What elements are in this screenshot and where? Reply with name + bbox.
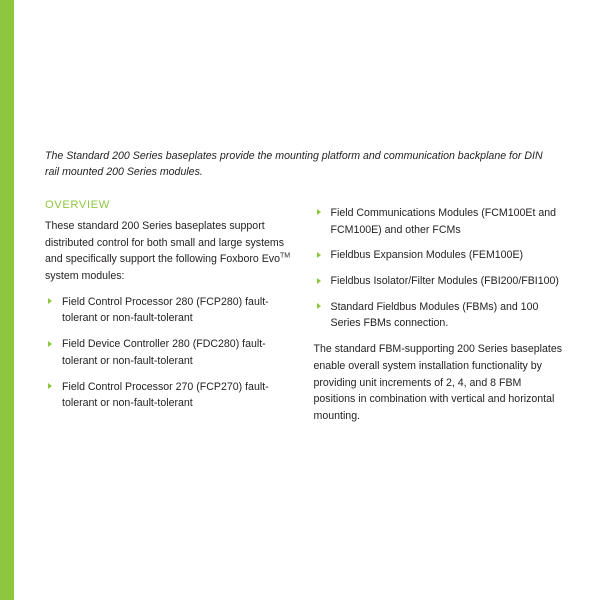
list-item xyxy=(314,247,564,264)
closing-paragraph: The standard FBM-supporting 200 Series baseplates enable overall system installation functionality by providing unit increments of 2, 4, and 8 FBM positions in combination with vertical and horizontal mounting. xyxy=(313,343,563,423)
list-item-label: Fieldbus Expansion Modules (FEM100E) xyxy=(330,249,524,262)
list-item xyxy=(314,205,564,238)
document-content xyxy=(45,148,563,434)
overview-paragraph-part1: These standard 200 Series baseplates support distributed control for both small and large systems and specifically support the following Foxboro Evo xyxy=(45,219,285,266)
list-item-label: Field Device Controller 280 (FDC280) fault-tolerant or non-fault-tolerant xyxy=(62,338,266,367)
overview-paragraph-part2: system modules: xyxy=(45,270,125,283)
right-bullet-list xyxy=(314,205,564,332)
triangle-bullet-icon xyxy=(317,278,321,284)
list-item-label: Fieldbus Isolator/Filter Modules (FBI200/FBI100) xyxy=(330,275,559,288)
list-item xyxy=(45,379,295,412)
list-item-label: Field Control Processor 270 (FCP270) fault-tolerant or non-fault-tolerant xyxy=(62,380,269,410)
overview-paragraph xyxy=(45,218,295,285)
triangle-bullet-icon xyxy=(48,383,52,389)
triangle-bullet-icon xyxy=(317,252,321,258)
triangle-bullet-icon xyxy=(317,209,321,215)
left-column xyxy=(45,199,295,421)
list-item xyxy=(45,294,295,327)
list-item-label: Field Communications Modules (FCM100Et and FCM100E) and other FCMs xyxy=(330,206,557,236)
list-item-label: Field Control Processor 280 (FCP280) fault-tolerant or non-fault-tolerant xyxy=(62,295,269,325)
triangle-bullet-icon xyxy=(48,298,52,304)
overview-heading: OVERVIEW xyxy=(45,198,110,211)
triangle-bullet-icon xyxy=(48,341,52,347)
intro-paragraph: The Standard 200 Series baseplates provide the mounting platform and communication backplane for DIN rail mounted 200 Series modules. xyxy=(45,150,543,179)
left-bullet-list xyxy=(45,294,295,412)
list-item xyxy=(314,273,564,290)
triangle-bullet-icon xyxy=(317,303,321,309)
list-item xyxy=(314,299,564,332)
trademark-symbol: TM xyxy=(279,252,291,260)
list-item xyxy=(45,336,295,369)
right-column xyxy=(314,199,564,434)
two-column-layout xyxy=(45,199,563,434)
left-green-rule xyxy=(0,0,14,600)
list-item-label: Standard Fieldbus Modules (FBMs) and 100 Series FBMs connection. xyxy=(330,300,539,330)
